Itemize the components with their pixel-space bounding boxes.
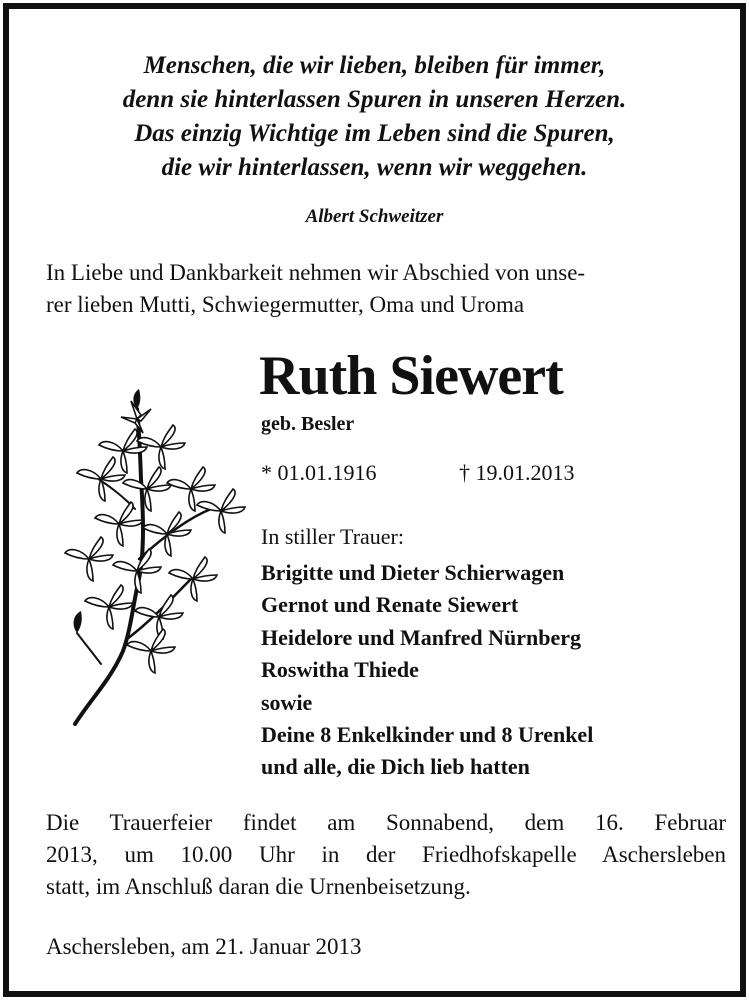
funeral-line: Die Trauerfeier findet am Sonnabend, dem 16. Februar (46, 810, 726, 835)
obituary-frame (3, 3, 746, 997)
mourner-line: Brigitte und Dieter Schierwagen (261, 560, 565, 585)
mourner-line: Deine 8 Enkelkinder und 8 Urenkel (261, 722, 594, 748)
quote-author: Albert Schweitzer (305, 206, 444, 227)
place-date: Aschersleben, am 21. Januar 2013 (46, 934, 362, 959)
mourner-line: sowie (261, 689, 313, 715)
deceased-name: Ruth Siewert (259, 345, 563, 407)
intro-line: rer lieben Mutti, Schwiegermutter, Oma und Uroma (46, 292, 525, 317)
intro-line: In Liebe und Dankbarkeit nehmen wir Abschied von unse- (46, 260, 586, 285)
mourner-line: Gernot und Renate Siewert (261, 592, 519, 618)
quote (9, 49, 740, 185)
quote-line: Das einzig Wichtige im Leben sind die Spuren, (134, 120, 615, 147)
funeral-line: 2013, um 10.00 Uhr in der Friedhofskapelle Aschersleben (46, 842, 726, 867)
quote-line: die wir hinterlassen, wenn wir weggehen. (161, 154, 588, 181)
mourners-list (261, 557, 593, 784)
flower-branch-icon (61, 389, 251, 729)
intro-text (46, 257, 726, 321)
birth-date: * 01.01.1916 (261, 460, 377, 485)
mourner-line: Heidelore und Manfred Nürnberg (261, 624, 582, 650)
mourner-line: und alle, die Dich lieb hatten (261, 754, 530, 780)
quote-line: Menschen, die wir lieben, bleiben für immer, (143, 52, 606, 79)
life-dates (261, 460, 575, 486)
funeral-notice (46, 807, 726, 903)
quote-line: denn sie hinterlassen Spuren in unseren Herzen. (122, 86, 627, 113)
birth-name: geb. Besler (261, 413, 355, 435)
mourners-label: In stiller Trauer: (261, 524, 404, 549)
funeral-line: statt, im Anschluß daran die Urnenbeisetzung. (46, 874, 471, 899)
mourner-line: Roswitha Thiede (261, 657, 419, 683)
death-date: † 19.01.2013 (459, 460, 575, 485)
